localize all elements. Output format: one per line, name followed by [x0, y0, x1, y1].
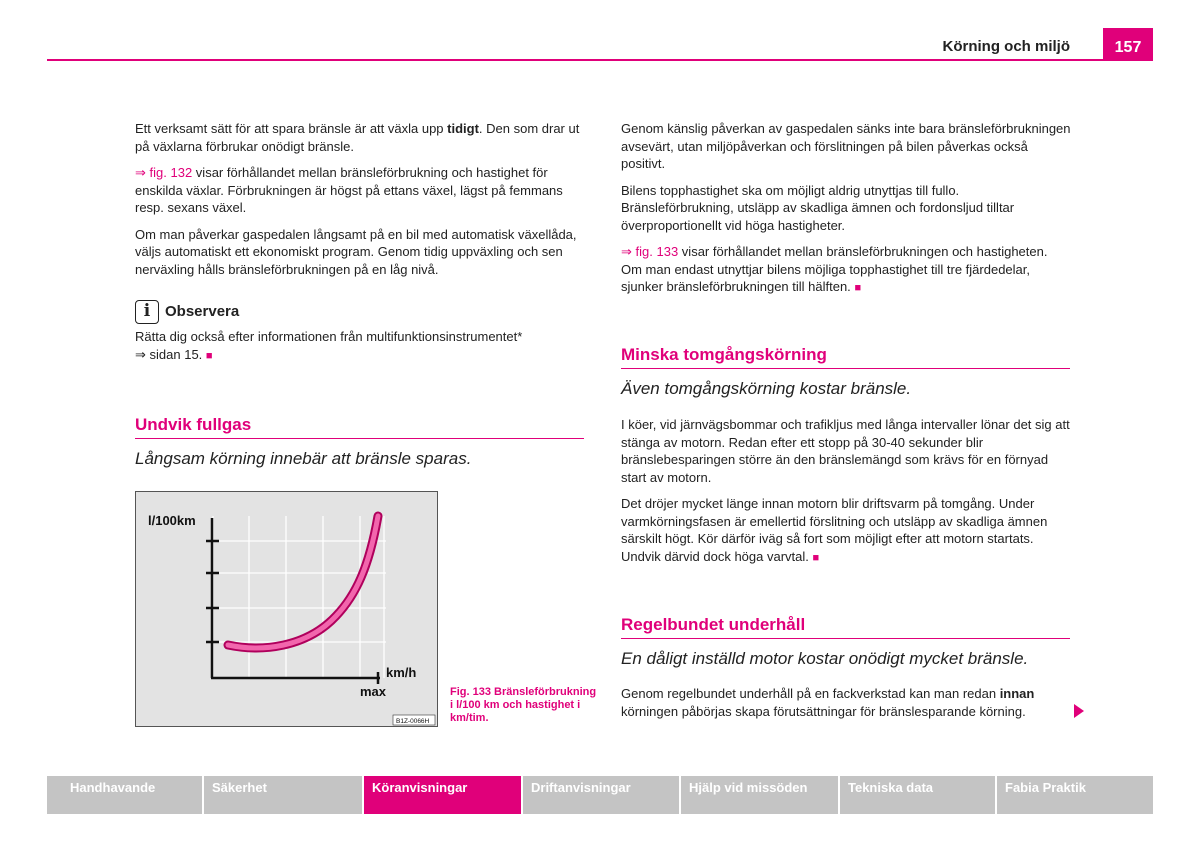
section-title: Undvik fullgas [135, 415, 584, 439]
note-block [135, 300, 585, 365]
section-body [621, 685, 1071, 729]
tab-koranvisningar[interactable]: Köranvisningar [364, 776, 521, 814]
info-icon: i [135, 300, 159, 324]
tab-driftanvisningar[interactable]: Driftanvisningar [523, 776, 679, 814]
chart-axes [206, 518, 380, 684]
end-mark-icon: ■ [812, 551, 820, 564]
paragraph: Genom känslig påverkan av gaspedalen sänks inte bara bränsleförbrukningen avsevärt, utan miljöpåverkan och förslitningen på bilen påverkas också positivt. [621, 121, 1071, 171]
y-axis-label: l/100km [148, 513, 196, 528]
paragraph: I köer, vid järnvägsbommar och trafikljus med långa intervaller lönar det sig att stänga av motorn. Redan efter ett stopp på 30-40 sekunder blir bränslebesparingen större än den bränslemängd som krävs för en förnyad start av motorn. [621, 417, 1070, 485]
section-lead: Även tomgångskörning kostar bränsle. [621, 379, 912, 398]
arrow-icon: ⇒ [135, 346, 146, 362]
page-number: 157 [1103, 28, 1153, 61]
continue-arrow-icon [1074, 704, 1084, 718]
end-mark-icon: ■ [205, 349, 213, 362]
header-rule [47, 59, 1153, 61]
paragraph: Om man påverkar gaspedalen långsamt på en bil med automatisk växellåda, väljs automatiskt ett ekonomiskt program. Genom tidig uppväxling och sen nerväxling hålls bränsleförbrukningen på en låg nivå. [135, 226, 577, 277]
section-body [621, 416, 1071, 576]
tab-sakerhet[interactable]: Säkerhet [204, 776, 362, 814]
fig-133-link[interactable]: fig. 133 [635, 244, 679, 259]
left-column [135, 120, 585, 287]
figure-code: B1Z-0066H [396, 718, 430, 725]
paragraph: ⇒ fig. 132 visar förhållandet mellan bränsleförbrukning och hastighet för enskilda växlar. Förbrukningen är högst på ettans växel, lägst på femmans resp. sexans växel. [135, 165, 563, 215]
arrow-icon: ⇒ [621, 244, 632, 259]
consumption-curve-outline [228, 516, 378, 648]
fig-132-link[interactable]: fig. 132 [149, 165, 193, 180]
chart-grid [212, 516, 386, 678]
page-ref-link[interactable]: sidan 15. [149, 346, 203, 362]
paragraph: Det dröjer mycket länge innan motorn blir driftsvarm på tomgång. Under varmkörningsfasen är emellertid förslitning och utsläpp av skadliga ämnen särskilt högt. Kör därför iväg så fort som möjligt efter att motorn startats. Undvik därvid dock höga varvtal. ■ [621, 496, 1048, 564]
fuel-consumption-chart [136, 492, 437, 726]
running-head: Körning och miljö [942, 38, 1070, 55]
tab-handhavande[interactable]: Handhavande [47, 776, 202, 814]
note-text: Rätta dig också efter informationen från multifunktionsinstrumentet* ⇒ sidan 15. ■ [135, 329, 523, 362]
paragraph: Genom regelbundet underhåll på en fackverkstad kan man redan innan körningen påbörjas skapa förutsättningar för bränslesparande körning. [621, 686, 1035, 719]
tab-hjalp-vid-missoden[interactable]: Hjälp vid missöden [681, 776, 838, 814]
paragraph: ⇒ fig. 133 visar förhållandet mellan bränsleförbrukningen och hastigheten. Om man endast utnyttjar bilens möjliga topphastighet till tre fjärdedelar, sjunker bränsleförbrukningen till hälften. ■ [621, 244, 1048, 294]
paragraph: Ett verksamt sätt för att spara bränsle är att växla upp tidigt. Den som drar ut på växlarna förbrukar onödigt bränsle. [135, 121, 580, 154]
x-axis-max-label: max [360, 684, 387, 699]
paragraph: Bilens topphastighet ska om möjligt aldrig utnyttjas till fullo. Bränsleförbrukning, utsläpp av skadliga ämnen och fordonsljud tilltar överproportionellt vid höga hastigheter. [621, 182, 1015, 233]
arrow-icon: ⇒ [135, 165, 146, 180]
section-lead: Långsam körning innebär att bränsle sparas. [135, 449, 472, 468]
right-column [621, 120, 1071, 307]
figure-caption: Fig. 133 Bränsleförbrukning i l/100 km och hastighet i km/tim. [450, 686, 597, 724]
end-mark-icon: ■ [854, 282, 862, 294]
section-lead: En dåligt inställd motor kostar onödigt mycket bränsle. [621, 649, 1029, 668]
chapter-tabs [47, 776, 1153, 814]
section-title: Minska tomgångskörning [621, 345, 1070, 369]
section-title: Regelbundet underhåll [621, 615, 1070, 639]
x-axis-label: km/h [386, 665, 417, 680]
figure-133 [135, 491, 438, 727]
tab-fabia-praktik[interactable]: Fabia Praktik [997, 776, 1153, 814]
tab-tekniska-data[interactable]: Tekniska data [840, 776, 995, 814]
note-title: Observera [165, 303, 240, 321]
